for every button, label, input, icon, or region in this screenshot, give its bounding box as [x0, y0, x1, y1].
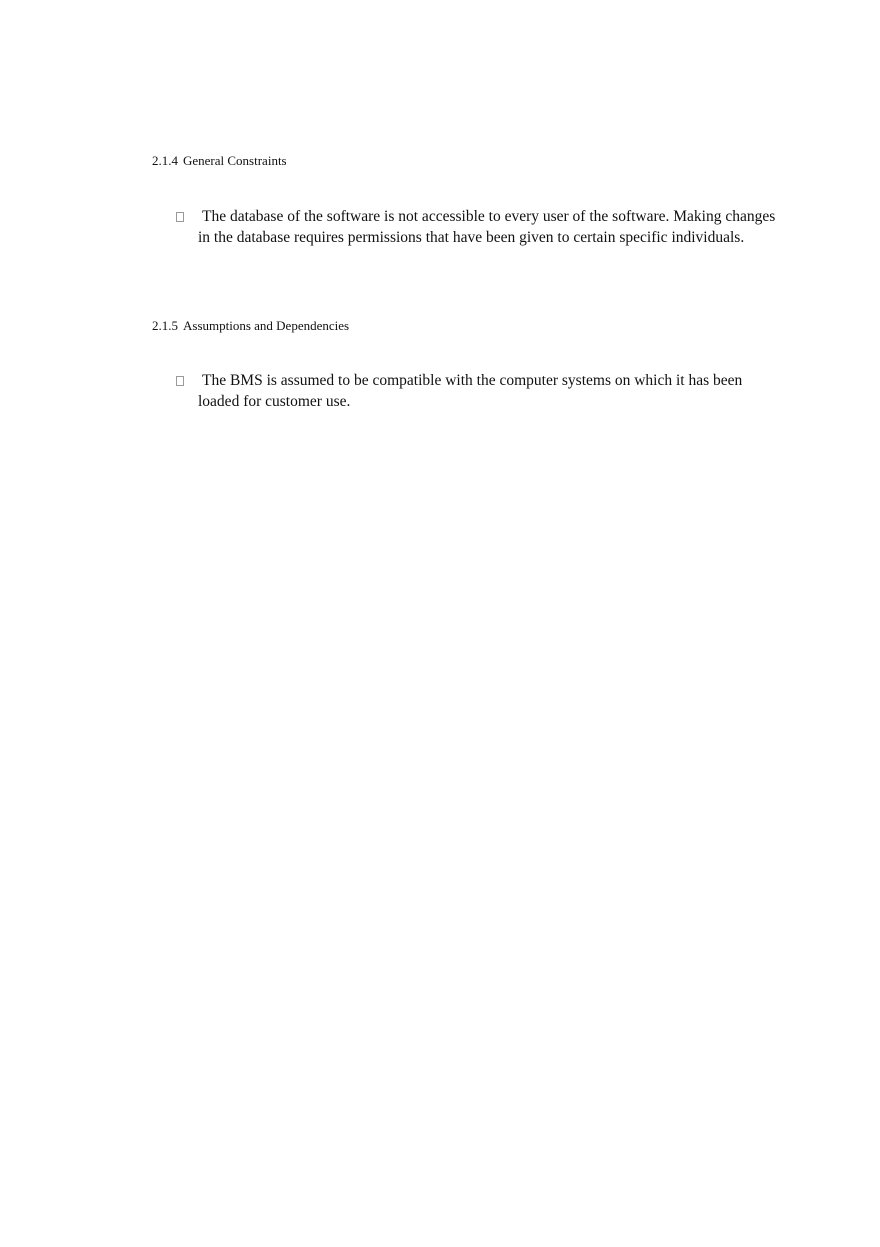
section-general-constraints [152, 153, 776, 248]
section-heading [152, 318, 752, 334]
missing-glyph-box-icon [176, 212, 184, 222]
section-title: General Constraints [183, 153, 287, 168]
section-number: 2.1.4 [152, 153, 178, 168]
bullet-text: The BMS is assumed to be compatible with the computer systems on which it has been loaded for customer use. [198, 372, 743, 410]
bullet-item [152, 371, 778, 412]
section-heading [152, 153, 752, 169]
section-number: 2.1.5 [152, 318, 178, 333]
bullet-text: The database of the software is not accessible to every user of the software. Making changes in the database requires permissions that have been given to certain specific individuals. [198, 208, 776, 246]
section-assumptions-dependencies [152, 318, 752, 412]
section-title: Assumptions and Dependencies [183, 318, 350, 333]
bullet-item [152, 207, 778, 248]
missing-glyph-box-icon [176, 376, 184, 386]
